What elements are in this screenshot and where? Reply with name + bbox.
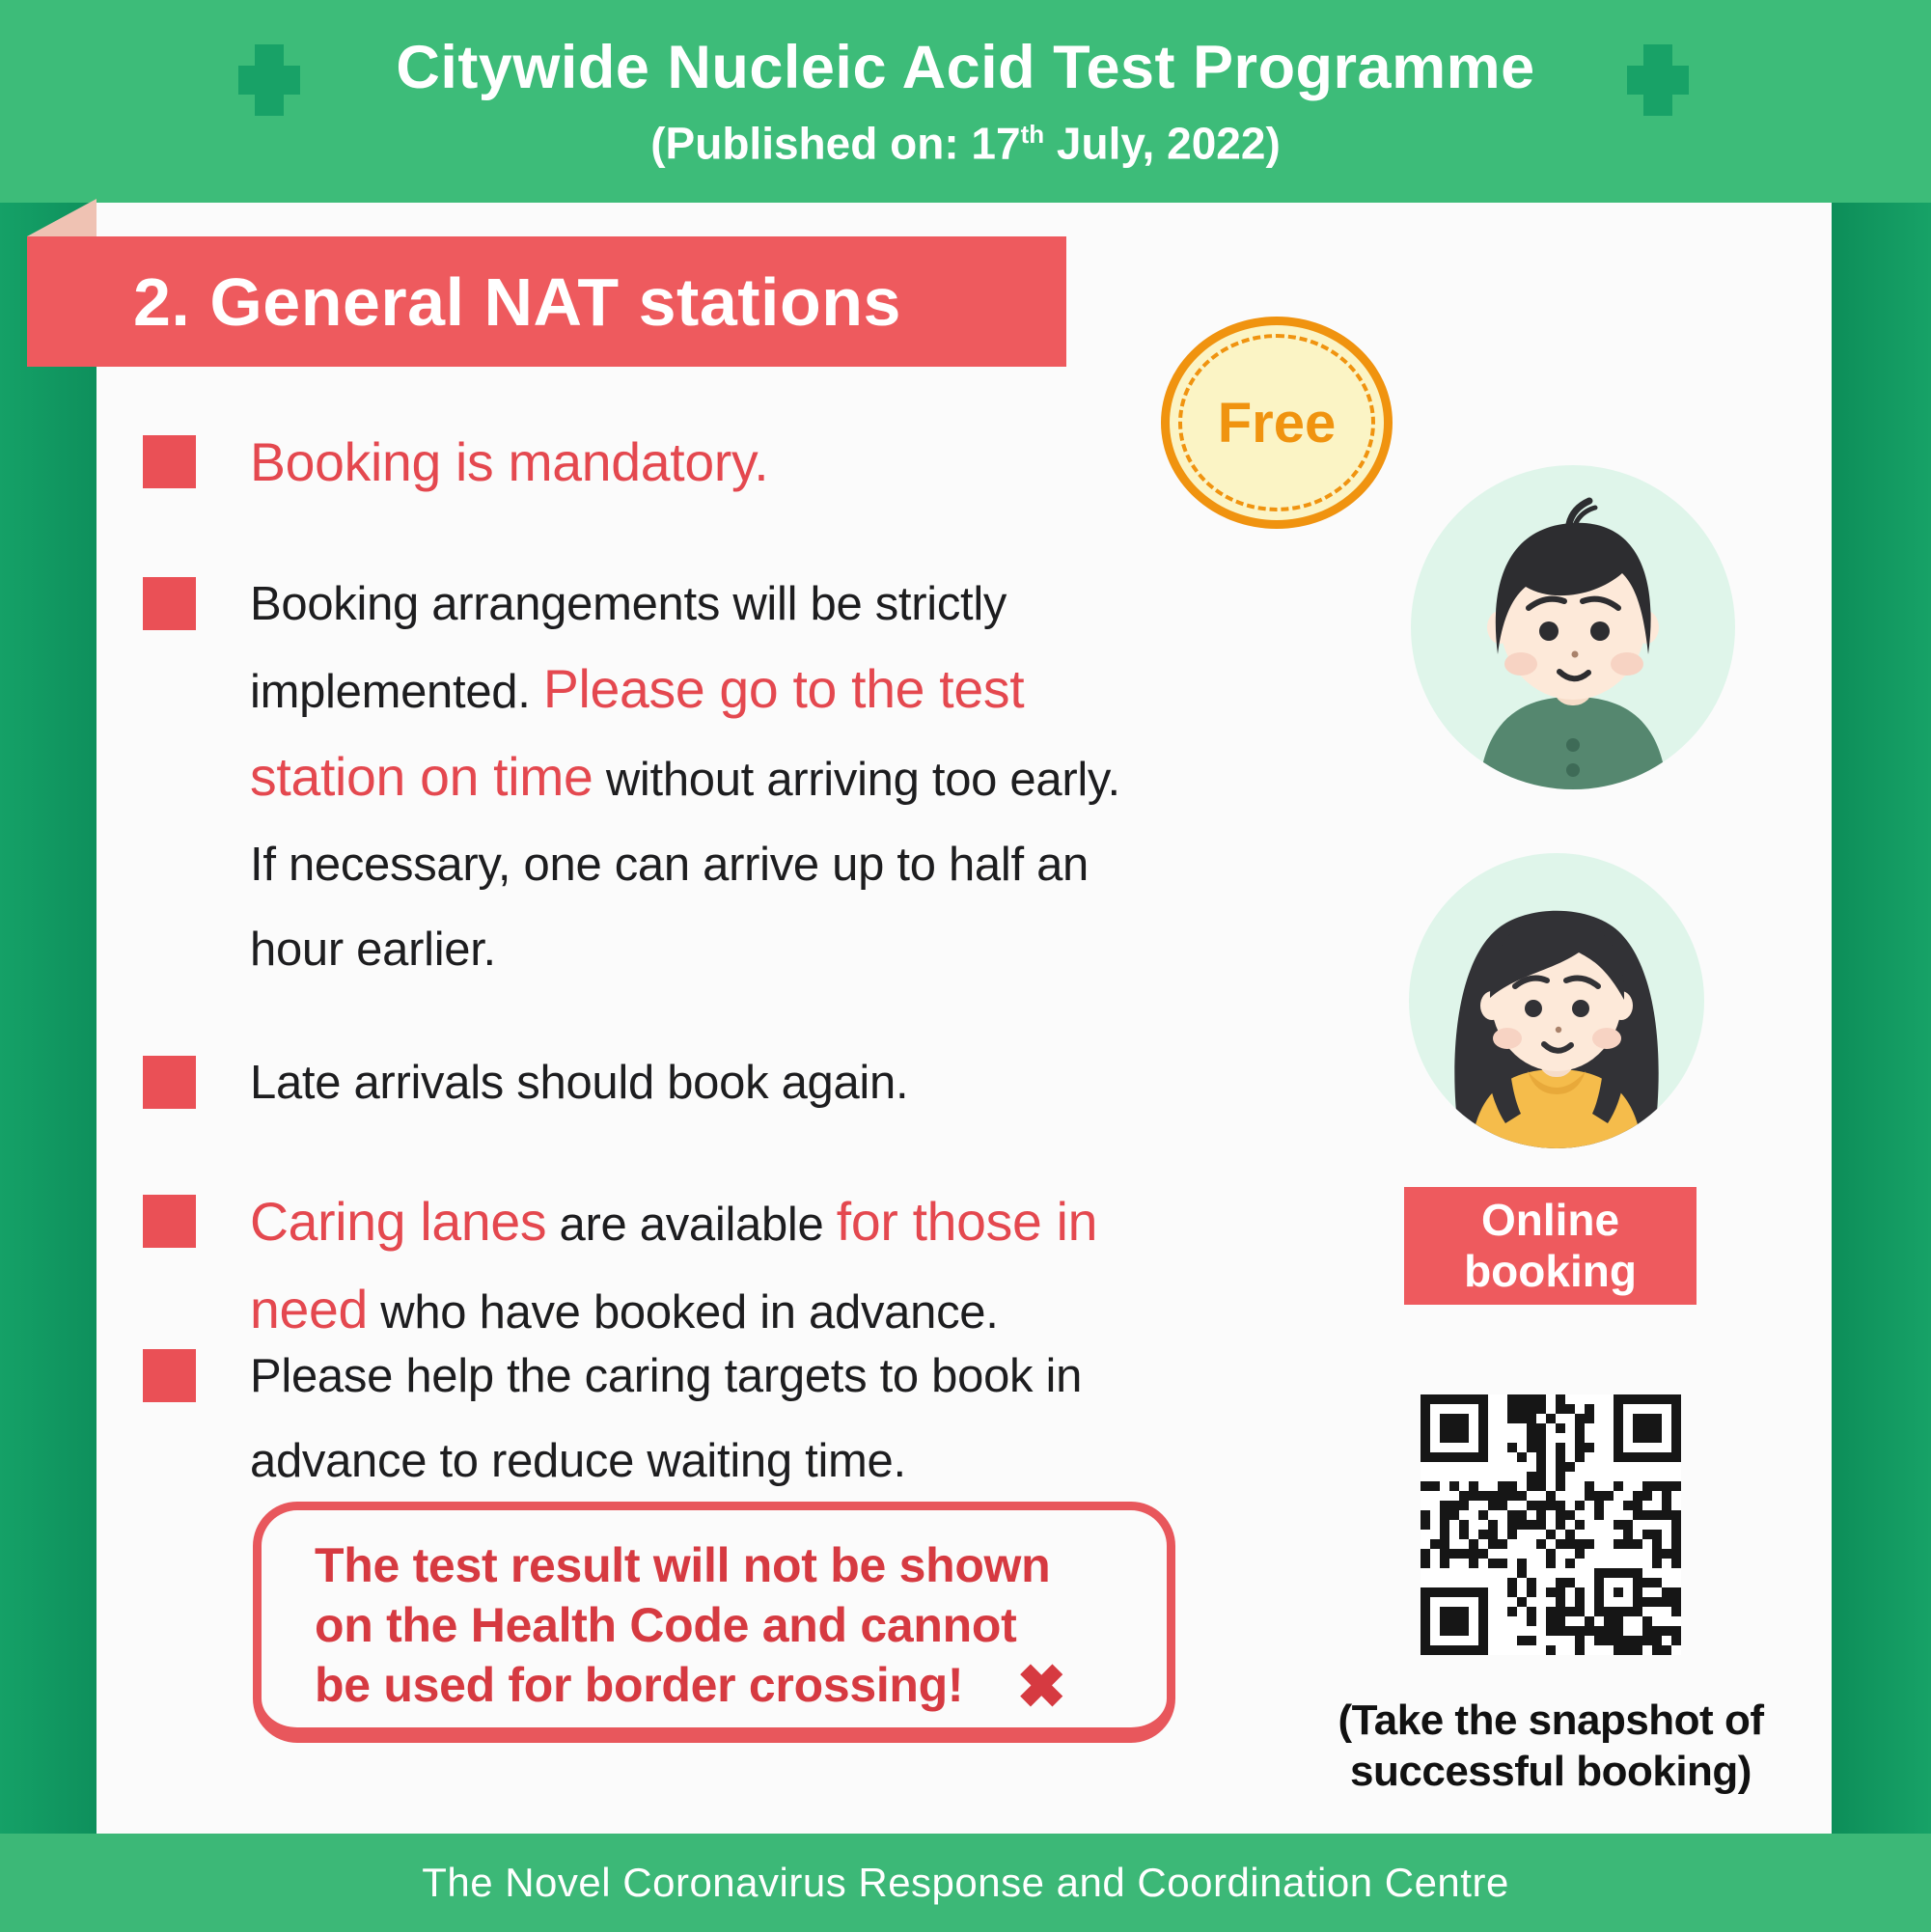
warning-text xyxy=(315,1535,1138,1721)
online-badge-line1: Online xyxy=(1480,1195,1620,1245)
qr-caption-line2: successful booking) xyxy=(1350,1748,1752,1795)
girl-avatar xyxy=(1407,851,1706,1150)
footer-text: The Novel Coronavirus Response and Coordination Centre xyxy=(422,1860,1509,1905)
warning-line: The test result will not be shown xyxy=(315,1538,1051,1592)
right-edge-strip xyxy=(1832,203,1931,1834)
medical-cross-icon xyxy=(238,44,300,116)
bullet-square-icon xyxy=(143,1195,196,1248)
bullet-item xyxy=(143,420,1292,508)
bullet-text: Late arrivals should book again. xyxy=(250,1057,909,1109)
qr-caption xyxy=(1334,1695,1768,1797)
booking-qr-code xyxy=(1421,1394,1681,1655)
footer-band xyxy=(0,1834,1931,1932)
bullet-square-icon xyxy=(143,1349,196,1402)
bullet-item xyxy=(143,1334,1292,1504)
free-badge-label: Free xyxy=(1217,391,1337,455)
bullet-text: Caring lanes are available for those in need who have booked in advance. xyxy=(250,1192,1098,1339)
bullet-square-icon xyxy=(143,577,196,630)
online-booking-badge xyxy=(1404,1187,1697,1305)
bullet-item xyxy=(143,562,1292,992)
bullet-item xyxy=(143,1179,1292,1355)
published-date xyxy=(650,108,1281,169)
bullet-text: Booking arrangements will be strictly implemented. Please go to the test station on time without arriving too early. If necessary, one can arrive up to half an hour earlier. xyxy=(250,578,1120,976)
bullet-text: Please help the caring targets to book in advance to reduce waiting time. xyxy=(250,1350,1083,1487)
online-badge-line2: booking xyxy=(1464,1246,1637,1296)
poster-title: Citywide Nucleic Acid Test Programme xyxy=(396,34,1535,102)
bullet-item xyxy=(143,1040,1292,1125)
girl-avatar-illustration xyxy=(1407,851,1706,1150)
header-band xyxy=(0,0,1931,203)
published-superscript: th xyxy=(1020,120,1045,150)
bullet-square-icon xyxy=(143,1056,196,1109)
published-suffix: July, 2022) xyxy=(1044,118,1281,169)
bullet-square-icon xyxy=(143,435,196,488)
medical-cross-icon xyxy=(1627,44,1689,116)
section-banner xyxy=(27,236,1066,367)
warning-line: on the Health Code and cannot xyxy=(315,1598,1017,1652)
section-title: 2. General NAT stations xyxy=(133,263,901,340)
bullet-text: Booking is mandatory. xyxy=(250,432,769,492)
boy-avatar xyxy=(1409,463,1737,791)
warning-box xyxy=(253,1502,1175,1743)
warning-line: be used for border crossing! ✖ xyxy=(315,1654,1066,1721)
qr-caption-line1: (Take the snapshot of xyxy=(1338,1697,1764,1744)
boy-avatar-illustration xyxy=(1409,463,1737,791)
left-edge-strip xyxy=(0,203,97,1834)
cross-mark-icon: ✖ xyxy=(1016,1654,1066,1721)
published-prefix: (Published on: 17 xyxy=(650,118,1021,169)
